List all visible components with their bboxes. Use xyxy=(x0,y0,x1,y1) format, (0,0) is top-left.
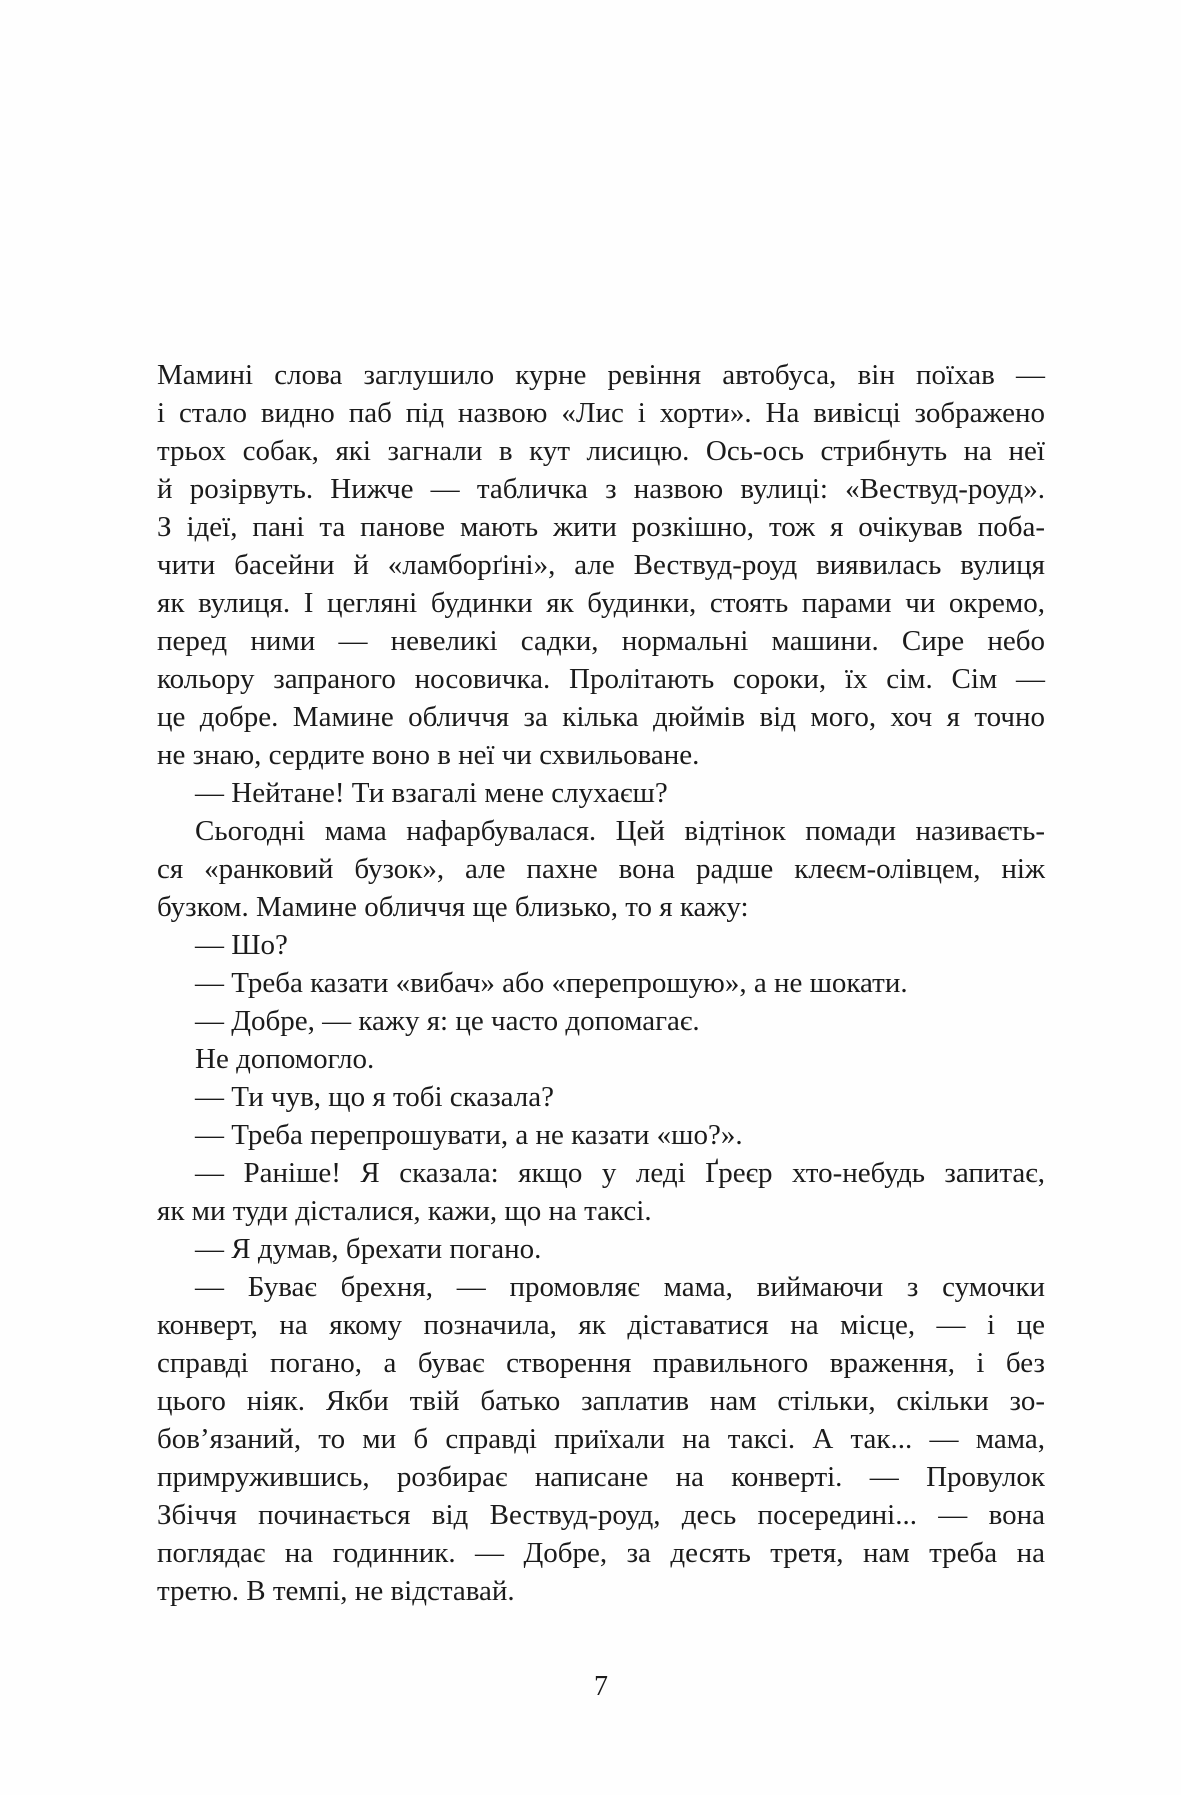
text-line: — Раніше! Я сказала: якщо у леді Ґреєр хто-небудь запитає, xyxy=(195,1157,1045,1189)
text-line: поглядає на годинник. — Добре, за десять третя, нам треба на xyxy=(157,1537,1045,1569)
text-line: — Треба казати «вибач» або «перепрошую», а не шокати. xyxy=(195,967,908,999)
text-line: перед ними — невеликі садки, нормальні машини. Сире небо xyxy=(157,625,1045,657)
paragraph xyxy=(157,964,1045,1002)
text-line: конверт, на якому позначила, як діставатися на місце, — і це xyxy=(157,1309,1045,1341)
paragraph xyxy=(157,774,1045,812)
text-line: й розірвуть. Нижче — табличка з назвою вулиці: «Вествуд-роуд». xyxy=(157,473,1045,505)
paragraph xyxy=(157,1268,1045,1610)
text-line: — Шо? xyxy=(195,929,288,961)
paragraph xyxy=(157,1154,1045,1230)
text-line: третю. В темпі, не відставай. xyxy=(157,1575,515,1607)
text-line: — Добре, — кажу я: це часто допомагає. xyxy=(195,1005,700,1037)
page-number: 7 xyxy=(594,1671,608,1702)
text-line: цього ніяк. Якби твій батько заплатив нам стільки, скільки зо- xyxy=(157,1385,1045,1417)
text-line: З ідеї, пані та панове мають жити розкішно, тож я очікував поба- xyxy=(157,511,1045,543)
paragraph xyxy=(157,812,1045,926)
text-line: Мамині слова заглушило курне ревіння автобуса, він поїхав — xyxy=(157,359,1045,391)
text-line: — Треба перепрошувати, а не казати «шо?». xyxy=(195,1119,743,1151)
paragraph xyxy=(157,1230,1045,1268)
text-line: ся «ранковий бузок», але пахне вона радше клеєм-олівцем, ніж xyxy=(157,853,1045,885)
paragraph xyxy=(157,356,1045,774)
text-line: не знаю, сердите воно в неї чи схвильоване. xyxy=(157,739,700,771)
paragraph xyxy=(157,1040,1045,1078)
text-line: кольору запраного носовичка. Пролітають сороки, їх сім. Сім — xyxy=(157,663,1045,695)
paragraph xyxy=(157,926,1045,964)
paragraph xyxy=(157,1002,1045,1040)
text-line: як ми туди дісталися, кажи, що на таксі. xyxy=(157,1195,652,1227)
text-line: — Буває брехня, — промовляє мама, виймаючи з сумочки xyxy=(195,1271,1045,1303)
paragraph xyxy=(157,1078,1045,1116)
paragraph xyxy=(157,1116,1045,1154)
text-line: Збіччя починається від Вествуд-роуд, десь посередині... — вона xyxy=(157,1499,1045,1531)
text-line: як вулиця. І цегляні будинки як будинки, стоять парами чи окремо, xyxy=(157,587,1045,619)
text-line: це добре. Мамине обличчя за кілька дюймів від мого, хоч я точно xyxy=(157,701,1045,733)
text-line: бов’язаний, то ми б справді приїхали на таксі. А так... — мама, xyxy=(157,1423,1045,1455)
body-text xyxy=(157,356,1045,1610)
text-line: бузком. Мамине обличчя ще близько, то я кажу: xyxy=(157,891,749,923)
text-line: справді погано, а буває створення правильного враження, і без xyxy=(157,1347,1045,1379)
text-line: Не допомогло. xyxy=(195,1043,375,1075)
text-line: — Нейтане! Ти взагалі мене слухаєш? xyxy=(195,777,668,809)
text-line: і стало видно паб під назвою «Лис і хорти». На вивісці зображено xyxy=(157,397,1045,429)
text-line: чити басейни й «ламборґіні», але Вествуд-роуд виявилась вулиця xyxy=(157,549,1045,581)
text-line: трьох собак, які загнали в кут лисицю. Ось-ось стрибнуть на неї xyxy=(157,435,1045,467)
text-line: примружившись, розбирає написане на конверті. — Провулок xyxy=(157,1461,1045,1493)
text-line: — Ти чув, що я тобі сказала? xyxy=(195,1081,555,1113)
text-line: Сьогодні мама нафарбувалася. Цей відтінок помади називаєть- xyxy=(195,815,1045,847)
text-line: — Я думав, брехати погано. xyxy=(195,1233,542,1265)
